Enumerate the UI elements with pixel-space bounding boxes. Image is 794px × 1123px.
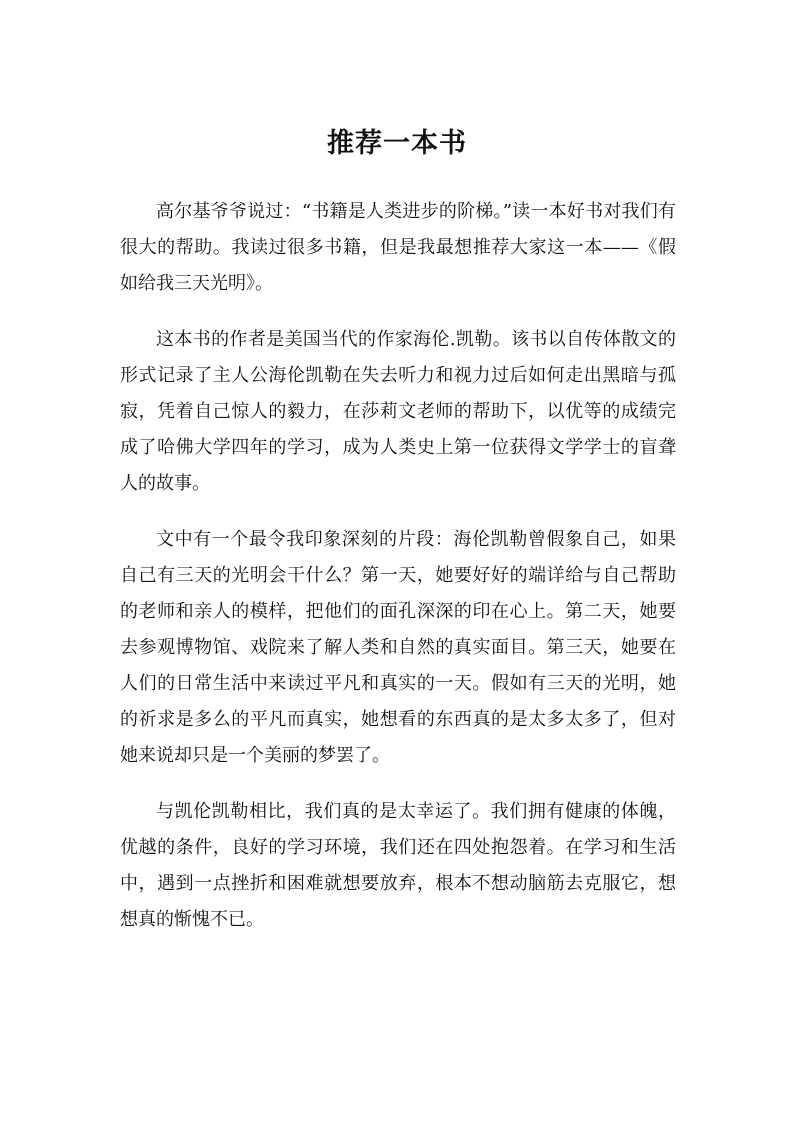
paragraph: 与凯伦凯勒相比，我们真的是太幸运了。我们拥有健康的体魄，优越的条件，良好的学习环境，我们还在四处抱怨着。在学习和生活中，遇到一点挫折和困难就想要放弃，根本不想动脑筋去克服它，想想真的惭愧不已。 bbox=[120, 801, 676, 930]
document-body bbox=[120, 194, 676, 958]
paragraph: 这本书的作者是美国当代的作家海伦.凯勒。该书以自传体散文的形式记录了主人公海伦凯勒在失去听力和视力过后如何走出黑暗与孤寂，凭着自己惊人的毅力，在莎莉文老师的帮助下，以优等的成绩完成了哈佛大学四年的学习，成为人类史上第一位获得文学学士的盲聋人的故事。 bbox=[120, 329, 676, 494]
paragraph: 文中有一个最令我印象深刻的片段：海伦凯勒曾假象自己，如果自己有三天的光明会干什么？第一天，她要好好的端详给与自己帮助的老师和亲人的模样，把他们的面孔深深的印在心上。第二天，她要去参观博物馆、戏院来了解人类和自然的真实面目。第三天，她要在人们的日常生活中来读过平凡和真实的一天。假如有三天的光明，她的祈求是多么的平凡而真实，她想看的东西真的是太多太多了，但对她来说却只是一个美丽的梦罢了。 bbox=[120, 529, 676, 766]
paragraph: 高尔基爷爷说过：“书籍是人类进步的阶梯。”读一本好书对我们有很大的帮助。我读过很多书籍，但是我最想推荐大家这一本——《假如给我三天光明》。 bbox=[120, 201, 676, 294]
document-title: 推荐一本书 bbox=[327, 128, 467, 159]
